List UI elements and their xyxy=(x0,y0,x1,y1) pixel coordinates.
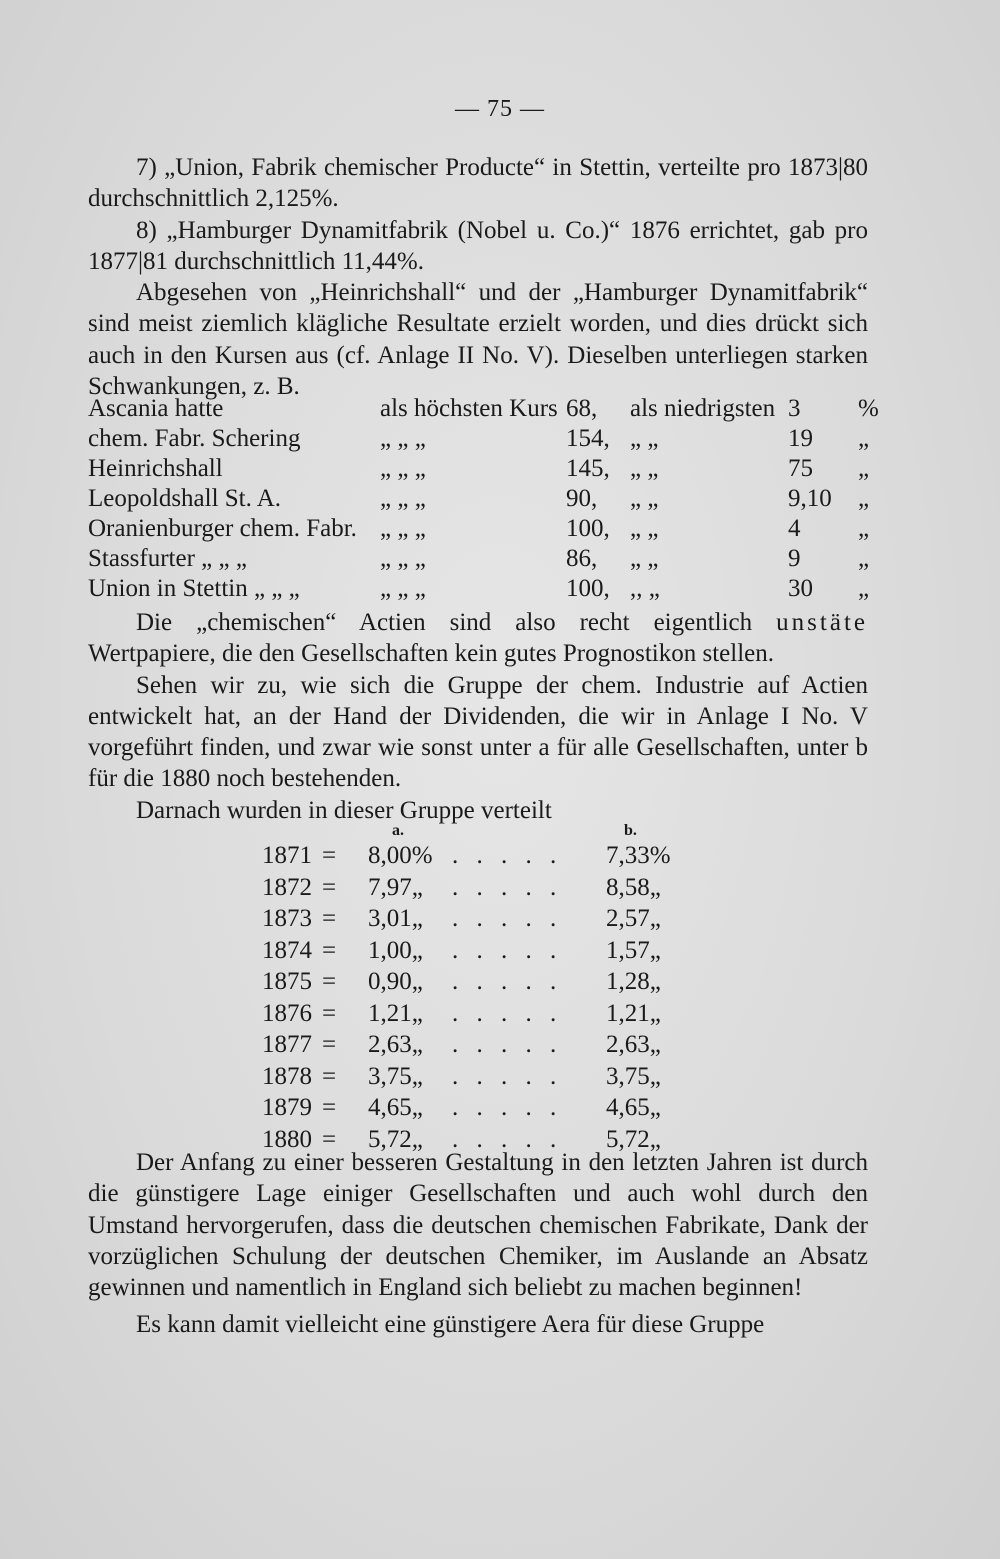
kurs-company: chem. Fabr. Schering xyxy=(88,425,301,452)
dividend-year: 1874 xyxy=(262,936,312,964)
paragraph-chemischen-part2: Wertpapiere, die den Gesellschaften kein gutes Prognostikon stellen. xyxy=(88,640,774,668)
dividend-a: 3,75„ xyxy=(368,1062,423,1090)
kurs-unit: „ xyxy=(858,545,870,572)
dividend-b: 5,72„ xyxy=(606,1125,661,1153)
dividend-year: 1875 xyxy=(262,968,312,995)
dividend-b: 7,33% xyxy=(606,842,671,869)
dot-leader: . . . . . xyxy=(452,936,563,964)
kurs-desc: „ „ „ xyxy=(380,425,426,452)
kurs-desc: „ „ „ xyxy=(380,485,426,512)
equals-sign: = xyxy=(322,1062,337,1090)
kurs-high: 154, xyxy=(566,425,610,452)
equals-sign: = xyxy=(322,842,337,869)
dividend-a: 4,65„ xyxy=(368,1094,423,1121)
dividend-a: 2,63„ xyxy=(368,1031,423,1058)
kurs-high: 145, xyxy=(566,455,610,482)
dot-leader: . . . . . xyxy=(452,1094,563,1121)
kurs-low-label: „ „ xyxy=(630,545,659,572)
dividend-table xyxy=(262,822,702,1157)
text-block-middle xyxy=(88,607,868,826)
paragraph-chemischen-part1: Die „chemischen“ Actien sind also recht eigentlich xyxy=(136,609,777,636)
kurs-low-label: „ „ xyxy=(630,515,659,542)
text-block-bottom xyxy=(88,1147,868,1341)
dividend-b: 1,21„ xyxy=(606,999,661,1027)
paragraph-anfang: Der Anfang zu einer besseren Gestaltung in den letzten Jahren ist durch die günstigere Lage einiger Gesellschaften und auch wohl durch den Umstand hervorgerufen, dass die deutschen chemischen Fabrikate, Dank der vorzüglichen Schulung der deutschen Chemiker, im Auslande an Absatz gewinnen und namentlich in England sich beliebt zu machen beginnen! xyxy=(88,1149,868,1302)
kurs-desc: „ „ „ xyxy=(380,545,426,572)
dot-leader: . . . . . xyxy=(452,968,563,995)
kurs-unit: „ xyxy=(858,515,870,542)
equals-sign: = xyxy=(322,936,337,964)
emphasis-unstaete: unstäte xyxy=(776,609,868,636)
kurs-company: Heinrichshall xyxy=(88,455,223,482)
kurs-table xyxy=(88,395,878,605)
kurs-low-value: 19 xyxy=(788,425,813,452)
paragraph-darnach: Darnach wurden in dieser Gruppe verteilt xyxy=(136,796,552,824)
dot-leader: . . . . . xyxy=(452,1031,563,1058)
dividend-year: 1872 xyxy=(262,873,312,901)
dividend-a: 5,72„ xyxy=(368,1125,423,1153)
kurs-company: Ascania hatte xyxy=(88,395,224,422)
kurs-row xyxy=(88,485,878,515)
dot-leader: . . . . . xyxy=(452,873,563,901)
dividend-row xyxy=(262,937,702,969)
dividend-a: 3,01„ xyxy=(368,905,423,932)
kurs-unit: „ xyxy=(858,575,870,602)
dividend-year: 1880 xyxy=(262,1125,312,1153)
dividend-row xyxy=(262,842,702,874)
dividend-row xyxy=(262,1094,702,1126)
kurs-high: 100, xyxy=(566,575,610,602)
paragraph-chemischen xyxy=(88,607,868,670)
kurs-high: 100, xyxy=(566,515,610,542)
paragraph-sehen: Sehen wir zu, wie sich die Gruppe der chem. Industrie auf Actien entwickelt hat, an der Hand der Dividenden, die wir in Anlage I No. V vorgeführt finden, und zwar wie sonst unter a für alle Gesellschaften, unter b für die 1880 noch bestehenden. xyxy=(88,671,868,793)
kurs-company: Leopoldshall St. A. xyxy=(88,485,282,512)
text-block-top xyxy=(88,152,868,402)
kurs-row xyxy=(88,515,878,545)
dot-leader: . . . . . xyxy=(452,905,563,932)
dividend-b: 2,57„ xyxy=(606,905,661,932)
equals-sign: = xyxy=(322,873,337,901)
equals-sign: = xyxy=(322,1125,337,1153)
kurs-low-value: 9,10 xyxy=(788,485,832,512)
equals-sign: = xyxy=(322,999,337,1027)
dividend-year: 1871 xyxy=(262,842,312,869)
dividend-b: 1,57„ xyxy=(606,936,661,964)
dividend-row xyxy=(262,1000,702,1032)
dot-leader: . . . . . xyxy=(452,842,563,869)
dividend-a: 7,97„ xyxy=(368,873,423,901)
kurs-low-value: 9 xyxy=(788,545,801,572)
kurs-low-label: als niedrigsten xyxy=(630,395,776,422)
page-number: — 75 — xyxy=(455,96,545,122)
kurs-low-label: „ „ xyxy=(630,425,659,452)
dividend-a: 8,00% xyxy=(368,842,433,869)
kurs-company: Union in Stettin „ „ „ xyxy=(88,575,300,602)
kurs-row xyxy=(88,395,878,425)
dividend-b: 3,75„ xyxy=(606,1062,661,1090)
kurs-low-label: ,, „ xyxy=(630,575,660,602)
kurs-unit: „ xyxy=(858,425,870,452)
kurs-high: 90, xyxy=(566,485,598,512)
dividend-a: 1,21„ xyxy=(368,999,423,1027)
kurs-high: 68, xyxy=(566,395,598,422)
dividend-row xyxy=(262,1031,702,1063)
kurs-low-value: 3 xyxy=(788,395,801,422)
dividend-year: 1879 xyxy=(262,1094,312,1121)
paragraph-abgesehen: Abgesehen von „Heinrichshall“ und der „Hamburger Dynamitfabrik“ sind meist ziemlich klägliche Resultate erzielt worden, und dies drückt sich auch in den Kursen aus (cf. Anlage II No. V). Dieselben unterliegen starken Schwankungen, z. B. xyxy=(88,279,868,401)
equals-sign: = xyxy=(322,905,337,932)
dot-leader: . . . . . xyxy=(452,1125,563,1153)
kurs-desc: „ „ „ xyxy=(380,515,426,542)
dividend-b: 4,65„ xyxy=(606,1094,661,1121)
kurs-low-value: 4 xyxy=(788,515,801,542)
dividend-b: 8,58„ xyxy=(606,873,661,901)
kurs-low-label: „ „ xyxy=(630,485,659,512)
paragraph-union: 7) „Union, Fabrik chemischer Producte“ in Stettin, verteilte pro 1873|80 durchschnittlich 2,125%. xyxy=(88,154,868,213)
dot-leader: . . . . . xyxy=(452,999,563,1027)
equals-sign: = xyxy=(322,1094,337,1121)
column-a-header: a. xyxy=(392,822,404,839)
column-b-header: b. xyxy=(624,822,637,839)
dividend-year: 1878 xyxy=(262,1062,312,1090)
dividend-a: 0,90„ xyxy=(368,968,423,995)
dot-leader: . . . . . xyxy=(452,1062,563,1090)
kurs-row xyxy=(88,575,878,605)
paragraph-aera: Es kann damit vielleicht eine günstigere Aera für diese Gruppe xyxy=(136,1311,765,1339)
kurs-company: Stassfurter „ „ „ xyxy=(88,545,247,572)
kurs-low-value: 30 xyxy=(788,575,813,602)
kurs-low-label: „ „ xyxy=(630,455,659,482)
dividend-year: 1873 xyxy=(262,905,312,932)
dividend-a: 1,00„ xyxy=(368,936,423,964)
dividend-row xyxy=(262,1063,702,1095)
kurs-desc: als höchsten Kurs xyxy=(380,395,558,422)
paragraph-hamburger: 8) „Hamburger Dynamitfabrik (Nobel u. Co.)“ 1876 errichtet, gab pro 1877|81 durchschnittlich 11,44%. xyxy=(88,216,868,275)
kurs-desc: „ „ „ xyxy=(380,575,426,602)
dividend-year: 1876 xyxy=(262,999,312,1027)
equals-sign: = xyxy=(322,968,337,995)
kurs-unit: % xyxy=(858,395,879,422)
dividend-b: 2,63„ xyxy=(606,1031,661,1058)
dividend-year: 1877 xyxy=(262,1031,312,1058)
dividend-header xyxy=(262,822,702,842)
kurs-high: 86, xyxy=(566,545,598,572)
equals-sign: = xyxy=(322,1031,337,1058)
kurs-unit: „ xyxy=(858,455,870,482)
dividend-row xyxy=(262,905,702,937)
dividend-row xyxy=(262,968,702,1000)
dividend-row xyxy=(262,874,702,906)
kurs-row xyxy=(88,425,878,455)
kurs-unit: „ xyxy=(858,485,870,512)
kurs-row xyxy=(88,455,878,485)
dividend-b: 1,28„ xyxy=(606,968,661,995)
kurs-company: Oranienburger chem. Fabr. xyxy=(88,515,357,542)
kurs-desc: „ „ „ xyxy=(380,455,426,482)
kurs-low-value: 75 xyxy=(788,455,813,482)
kurs-row xyxy=(88,545,878,575)
